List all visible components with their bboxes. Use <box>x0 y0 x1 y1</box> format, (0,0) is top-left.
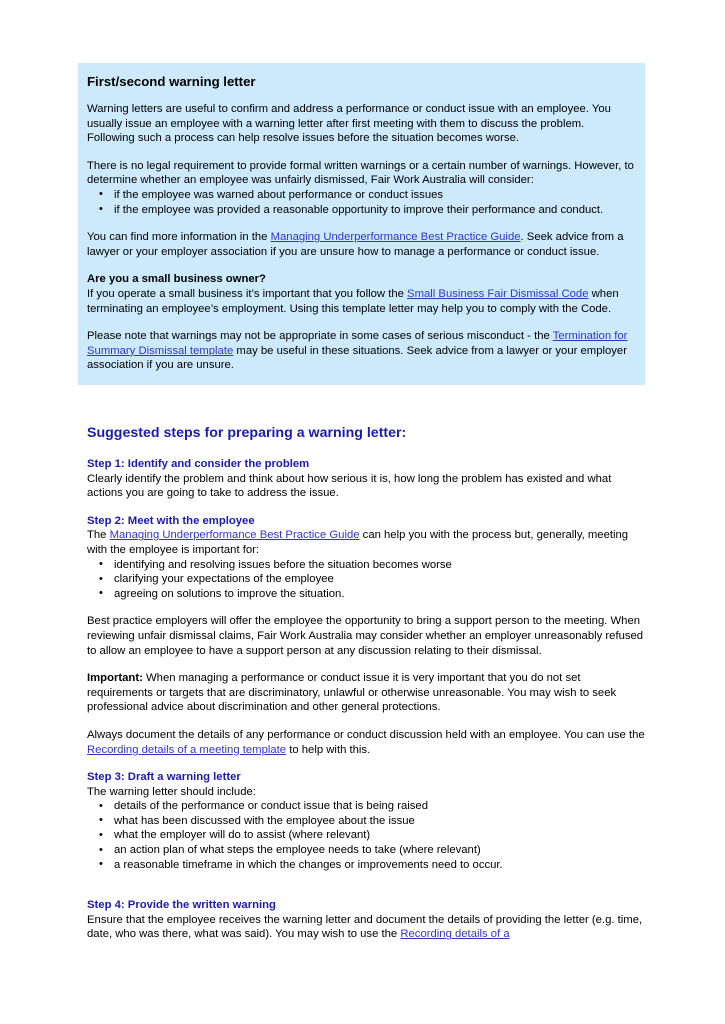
list-item-text: what has been discussed with the employee about the issue <box>114 814 415 827</box>
documentation-prefix: Always document the details of any performance or conduct discussion held with an employee. You can use the <box>87 728 645 741</box>
step-2-heading: Step 2: Meet with the employee <box>87 514 255 527</box>
intro-paragraph-3 <box>87 230 635 259</box>
list-item <box>87 587 645 602</box>
serious-misconduct-suffix: may be useful in these situations. Seek advice from a lawyer or your employer association if you are unsure. <box>87 344 627 372</box>
link-small-business-fair-dismissal-code[interactable]: Small Business Fair Dismissal Code <box>407 287 589 300</box>
step-2-intro-prefix: The <box>87 529 110 542</box>
link-managing-underperformance-guide-step2[interactable]: Managing Underperformance Best Practice Guide <box>109 529 360 542</box>
small-business-prefix: If you operate a small business it’s important that you follow the <box>87 287 408 300</box>
link-termination-summary-dismissal-template[interactable]: Termination for Summary Dismissal template <box>87 330 628 357</box>
list-item <box>87 799 645 814</box>
list-item <box>87 203 635 218</box>
step-3-bullet-list <box>87 799 645 872</box>
list-item-text: agreeing on solutions to improve the situation. <box>114 587 345 600</box>
step-2-best-practice-paragraph: Best practice employers will offer the employee the opportunity to bring a support person to the meeting. When reviewing unfair dismissal claims, Fair Work Australia may consider whether an employer unreasonably refused to allow an employee to have a support person at any discussion relating to their dismissal. <box>87 615 644 657</box>
list-item <box>87 828 645 843</box>
suggested-steps-section <box>87 424 645 955</box>
small-business-suffix: when terminating an employee’s employment. Using this template letter may help you to comply with the Code. <box>87 287 619 315</box>
documentation-suffix: to help with this. <box>286 743 371 756</box>
step-2-intro-suffix: can help you with the process but, generally, meeting with the employee is important for: <box>87 529 629 556</box>
link-recording-details-of-a-meeting-template[interactable]: Recording details of a meeting template <box>87 743 287 756</box>
step-3-heading: Step 3: Draft a warning letter <box>87 771 241 784</box>
link-managing-underperformance-guide[interactable]: Managing Underperformance Best Practice Guide <box>270 231 521 244</box>
list-item-text: details of the performance or conduct issue that is being raised <box>114 800 428 813</box>
step-1-body: Clearly identify the problem and think about how serious it is, how long the problem has existed and what actions you are going to take to address the issue. <box>87 472 612 500</box>
list-item <box>87 188 635 203</box>
small-business-heading: Are you a small business owner? <box>87 273 266 286</box>
list-item-text: if the employee was provided a reasonable opportunity to improve their performance and conduct. <box>114 203 604 216</box>
list-item-text: a reasonable timeframe in which the changes or improvements need to occur. <box>114 858 503 871</box>
step-2-intro <box>87 528 645 557</box>
list-item-text: what the employer will do to assist (where relevant) <box>114 829 371 842</box>
unfair-dismissal-bullet-list <box>87 188 635 217</box>
intro-highlight-panel <box>78 63 645 385</box>
step-4-body-prefix: Ensure that the employee receives the warning letter and document the details of providing the letter (e.g. time, date, who was there, what was said). You may wish to use the <box>87 913 643 941</box>
list-item <box>87 572 645 587</box>
list-item-text: if the employee was warned about performance or conduct issues <box>114 188 444 201</box>
spacer <box>87 885 645 898</box>
important-label: Important: <box>87 672 143 685</box>
intro-paragraph-3-prefix: You can find more information in the <box>87 231 271 244</box>
intro-paragraph-2: There is no legal requirement to provide formal written warnings or a certain number of warnings. However, to determine whether an employee was unfairly dismissed, Fair Work Australia will consider: <box>87 159 634 187</box>
list-item-text: identifying and resolving issues before the situation becomes worse <box>114 558 452 571</box>
link-recording-details-of-a[interactable]: Recording details of a <box>400 928 510 941</box>
serious-misconduct-prefix: Please note that warnings may not be appropriate in some cases of serious misconduct - the <box>87 330 553 343</box>
list-item <box>87 858 645 873</box>
important-body: When managing a performance or conduct issue it is very important that you do not set requirements or targets that are discriminatory, unlawful or otherwise unreasonable. You may wish to seek professional advice about discrimination and other general protections. <box>87 672 617 714</box>
intro-paragraph-1: Warning letters are useful to confirm and address a performance or conduct issue with an employee. You usually issue an employee with a warning letter after first meeting with them to discuss the problem. Following such a process can help resolve issues before the situation becomes worse. <box>87 103 611 145</box>
list-item <box>87 814 645 829</box>
intro-paragraph-3-suffix: . Seek advice from a lawyer or your employer association if you are unsure how to manage a performance or conduct issue. <box>87 231 624 258</box>
step-3-intro: The warning letter should include: <box>87 785 256 798</box>
step-2-important-paragraph <box>87 671 645 715</box>
list-item <box>87 558 645 573</box>
list-item-text: an action plan of what steps the employee needs to take (where relevant) <box>114 844 481 857</box>
serious-misconduct-block <box>87 329 635 373</box>
page-title: First/second warning letter <box>87 74 256 89</box>
step-2-documentation-paragraph <box>87 728 645 757</box>
step-4-body <box>87 913 645 942</box>
list-item-text: clarifying your expectations of the employee <box>114 573 334 586</box>
list-item <box>87 843 645 858</box>
small-business-block <box>87 272 635 316</box>
step-1-heading: Step 1: Identify and consider the problem <box>87 458 310 470</box>
step-4-heading: Step 4: Provide the written warning <box>87 899 276 912</box>
suggested-steps-title: Suggested steps for preparing a warning letter: <box>87 425 407 441</box>
step-2-bullet-list <box>87 558 645 602</box>
